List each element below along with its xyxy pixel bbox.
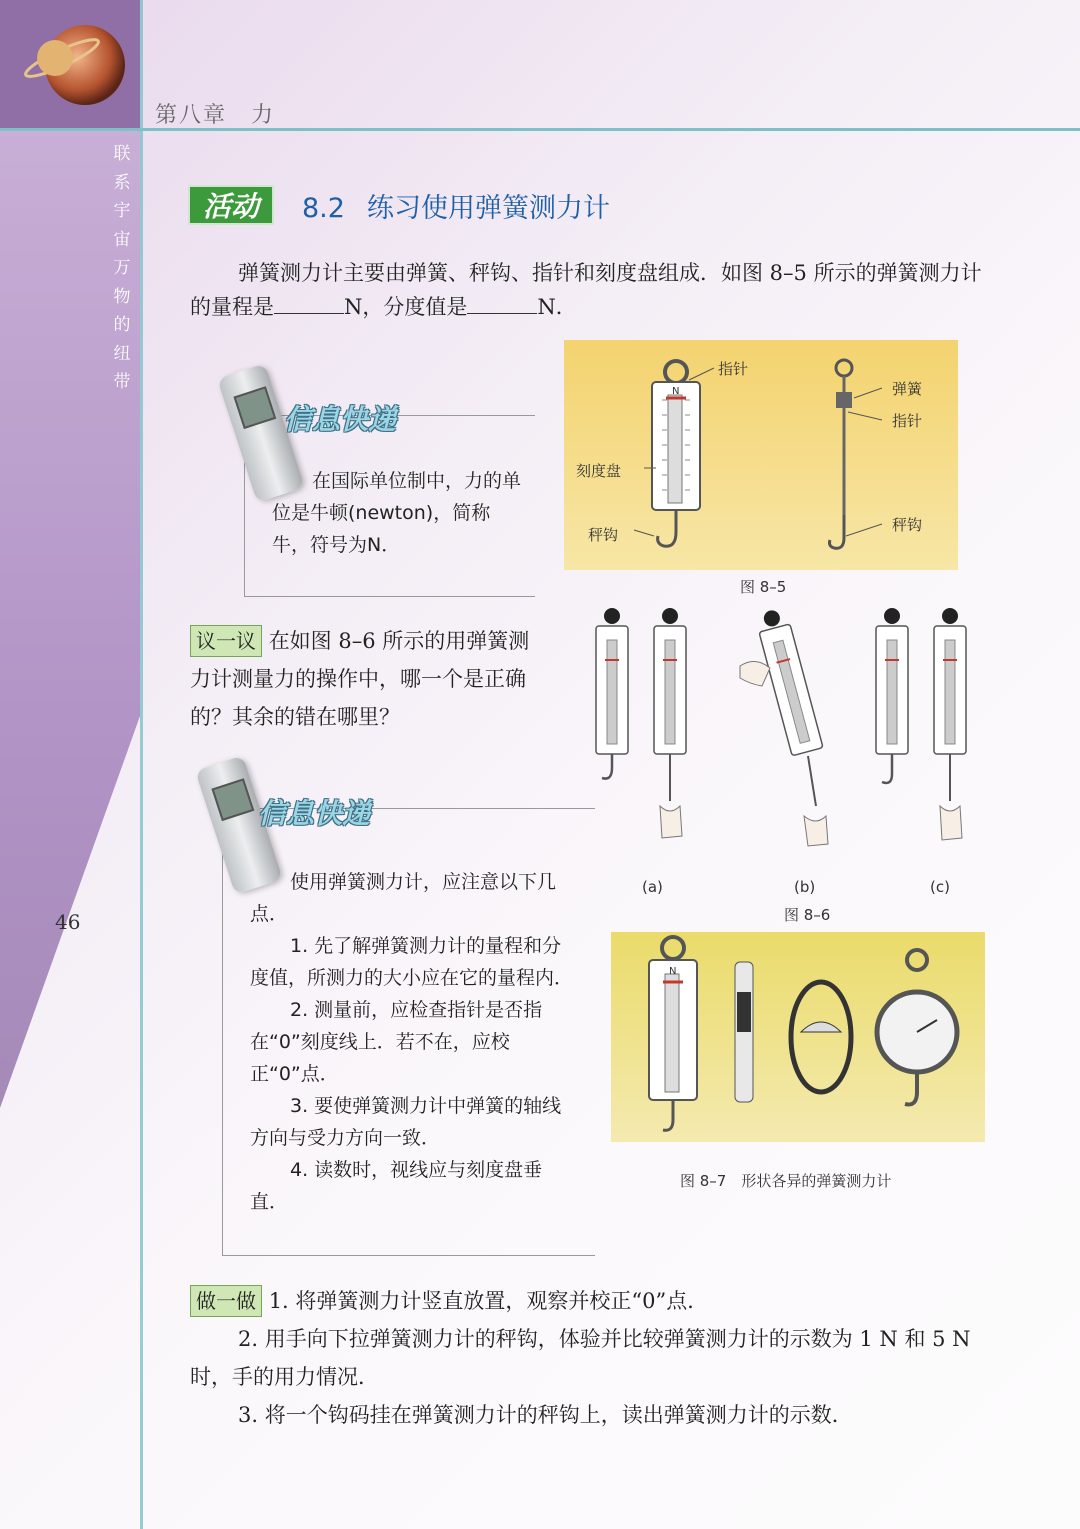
answer-blank-range[interactable]: [274, 295, 344, 314]
planet-image: [0, 0, 140, 128]
intro-paragraph: 弹簧测力计主要由弹簧、秤钩、指针和刻度盘组成．如图 8–5 所示的弹簧测力计的量程是 N，分度值是 N．: [190, 261, 982, 319]
discuss-tag: 议一议: [190, 625, 262, 657]
subfig-b: (b): [794, 878, 816, 896]
info-item: 1. 先了解弹簧测力计的量程和分度值，所测力的大小应在它的量程内．: [250, 935, 574, 989]
do-step: 2. 用手向下拉弹簧测力计的秤钩，体验并比较弹簧测力计的示数为 1 N 和 5 N 时，手的用力情况．: [190, 1327, 971, 1389]
info-text-2: 使用弹簧测力计，应注意以下几点． 1. 先了解弹簧测力计的量程和分度值，所测力的大小应在它的量程内． 2. 测量前，应检查指针是否指在“0”刻度线上．若不在，应校正“0”点． 3. 要使弹簧测力计中弹簧的轴线方向与受力方向一致． 4. 读数时，视线应与刻度盘垂直．: [250, 866, 580, 1218]
scale-mark: N: [672, 386, 680, 397]
label-dial: 刻度盘: [576, 462, 622, 480]
info-item: 3. 要使弹簧测力计中弹簧的轴线方向与受力方向一致．: [250, 1095, 562, 1149]
sidebar-vertical-text: 联 系 宇 宙 万 物 的 纽 带: [113, 144, 131, 392]
chapter-title: 第八章 力: [155, 103, 276, 128]
activity-badge: 活动: [188, 185, 274, 225]
figure-8-7-caption: 图 8–7 形状各异的弹簧测力计: [680, 1172, 892, 1190]
label-hook-2: 秤钩: [892, 516, 923, 534]
activity-title-text: 练习使用弹簧测力计: [366, 193, 610, 224]
label-pointer: 指针: [718, 360, 749, 378]
discuss-text: 在如图 8–6 所示的用弹簧测力计测量力的操作中，哪一个是正确的？其余的错在哪里？: [190, 629, 530, 729]
discuss-section: [190, 622, 550, 736]
info-item: 2. 测量前，应检查指针是否指在“0”刻度线上．若不在，应校正“0”点．: [250, 999, 543, 1085]
figure-8-6-caption: 图 8–6: [784, 906, 831, 924]
info-tag-2: 信息快递: [258, 797, 371, 830]
page-number: 46: [55, 910, 81, 934]
subfig-a: (a): [642, 878, 663, 896]
answer-blank-division[interactable]: [467, 295, 537, 314]
scale-mark-2: N: [669, 966, 677, 977]
label-pointer-2: 指针: [892, 412, 923, 430]
label-hook: 秤钩: [588, 526, 619, 544]
do-step: 1. 将弹簧测力计竖直放置，观察并校正“0”点．: [268, 1289, 709, 1313]
figure-8-6-image: [590, 606, 990, 876]
info-text-1: 在国际单位制中，力的单位是牛顿(newton)，简称牛，符号为N．: [272, 470, 522, 556]
activity-number: 8.2: [302, 193, 345, 224]
figure-8-5-caption: 图 8–5: [740, 578, 787, 596]
figure-8-7-image: [611, 932, 985, 1142]
info-item: 4. 读数时，视线应与刻度盘垂直．: [250, 1159, 543, 1213]
margin-rule: [140, 0, 143, 1529]
subfig-c: (c): [930, 878, 950, 896]
activity-title: [302, 186, 610, 225]
do-tag: 做一做: [190, 1285, 262, 1317]
do-section: [190, 1282, 1000, 1434]
info-tag-1: 信息快递: [284, 403, 397, 436]
figure-8-5-image: [564, 340, 958, 570]
label-spring: 弹簧: [892, 380, 923, 398]
do-step: 3. 将一个钩码挂在弹簧测力计的秤钩上，读出弹簧测力计的示数．: [238, 1403, 853, 1427]
